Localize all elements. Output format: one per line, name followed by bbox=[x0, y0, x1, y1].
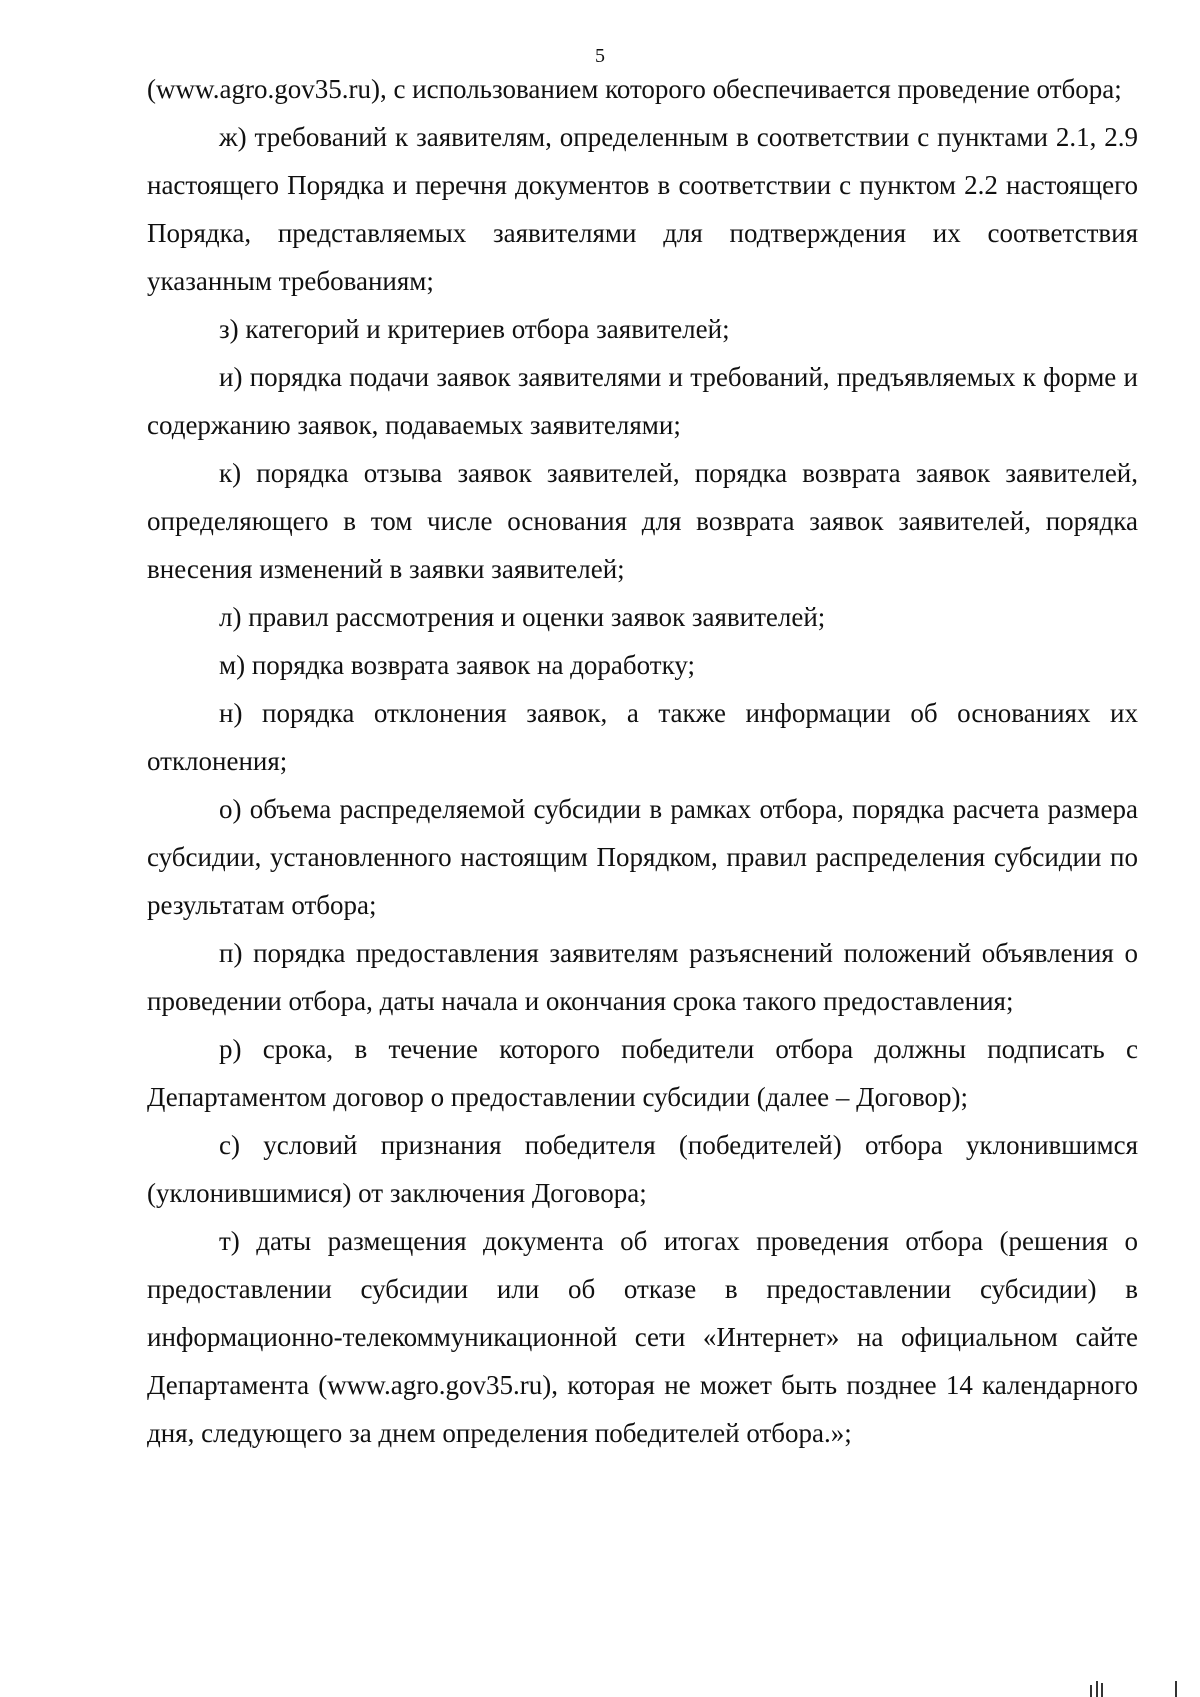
paragraph-item-z: з) категорий и критериев отбора заявителей; bbox=[219, 314, 730, 344]
document-body bbox=[147, 65, 1138, 1457]
paragraph-item-p: п) порядка предоставления заявителям разъяснений положений объявления о проведении отбора, даты начала и окончания срока такого предоставления; bbox=[147, 938, 1138, 1016]
paragraph-item-s: с) условий признания победителя (победителей) отбора уклонившимся (уклонившимися) от заключения Договора; bbox=[147, 1130, 1138, 1208]
paragraph-item-zh: ж) требований к заявителям, определенным в соответствии с пунктами 2.1, 2.9 настоящего Порядка и перечня документов в соответствии с пунктом 2.2 настоящего Порядка, представляемых заявителями для подтверждения их соответствия указанным требованиям; bbox=[147, 122, 1138, 296]
scan-artifact-mark bbox=[1090, 1685, 1092, 1697]
page-number: 5 bbox=[595, 45, 605, 67]
paragraph-item-k: к) порядка отзыва заявок заявителей, порядка возврата заявок заявителей, определяющего в том числе основания для возврата заявок заявителей, порядка внесения изменений в заявки заявителей; bbox=[147, 458, 1138, 584]
paragraph-item-t: т) даты размещения документа об итогах проведения отбора (решения о предоставлении субсидии или об отказе в предоставлении субсидии) в информационно-телекоммуникационной сети «Интернет» на официальном сайте Департамента (www.agro.gov35.ru), которая не может быть позднее 14 календарного дня, следующего за днем определения победителей отбора.»; bbox=[147, 1226, 1138, 1448]
paragraph-item-n: н) порядка отклонения заявок, а также информации об основаниях их отклонения; bbox=[147, 698, 1138, 776]
paragraph-item-m: м) порядка возврата заявок на доработку; bbox=[219, 650, 695, 680]
scan-artifact-mark bbox=[1101, 1683, 1103, 1697]
paragraph-item-r: р) срока, в течение которого победители отбора должны подписать с Департаментом договор о предоставлении субсидии (далее – Договор); bbox=[147, 1034, 1138, 1112]
scan-artifact-mark bbox=[1096, 1681, 1098, 1697]
paragraph-continuation: (www.agro.gov35.ru), с использованием которого обеспечивается проведение отбора; bbox=[147, 74, 1122, 104]
scan-artifact-mark bbox=[1175, 1681, 1177, 1697]
paragraph-item-o: о) объема распределяемой субсидии в рамках отбора, порядка расчета размера субсидии, установленного настоящим Порядком, правил распределения субсидии по результатам отбора; bbox=[147, 794, 1138, 920]
paragraph-item-i: и) порядка подачи заявок заявителями и требований, предъявляемых к форме и содержанию заявок, подаваемых заявителями; bbox=[147, 362, 1138, 440]
paragraph-item-l: л) правил рассмотрения и оценки заявок заявителей; bbox=[219, 602, 826, 632]
